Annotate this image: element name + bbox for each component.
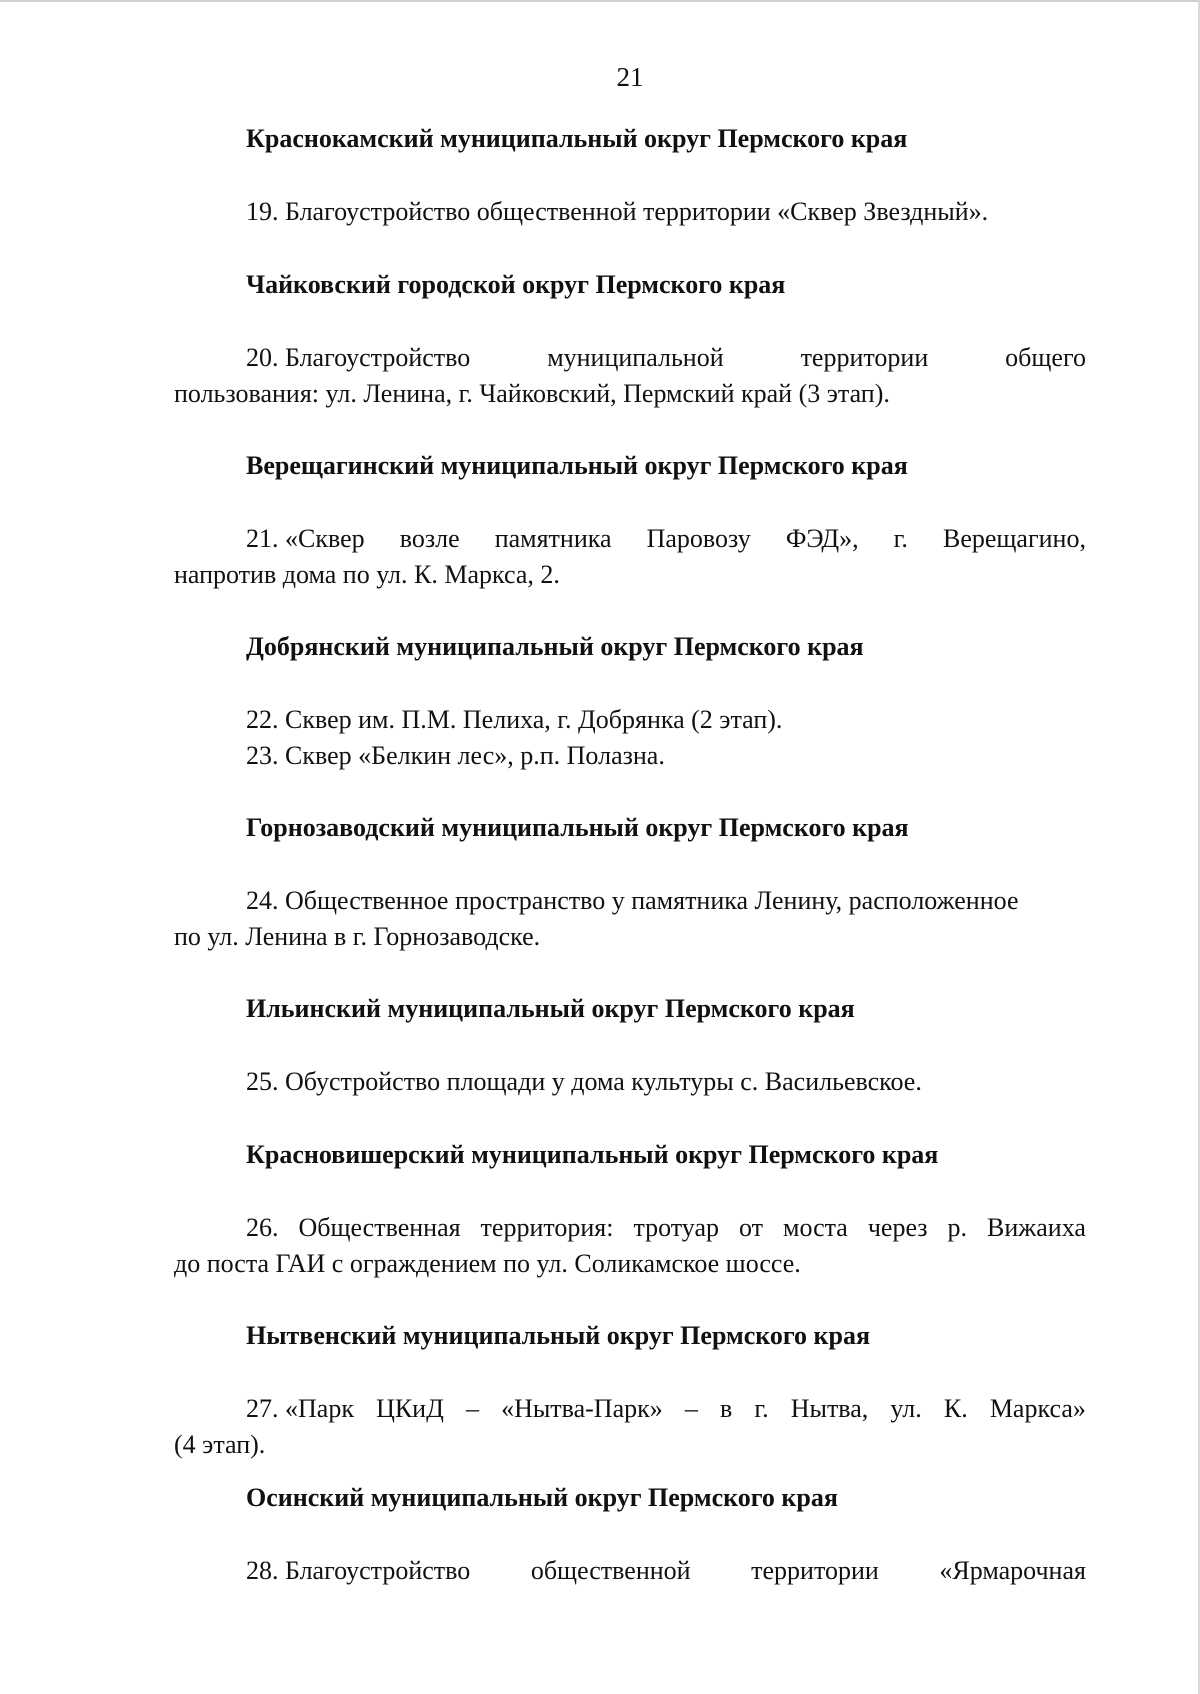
word: Верещагино, (942, 524, 1086, 553)
word: г. (893, 524, 908, 553)
word: в (719, 1394, 733, 1423)
word: территории (751, 1556, 879, 1585)
list-item-21-line-1 (246, 524, 1086, 554)
word: 26. (246, 1213, 279, 1242)
word: территории (800, 343, 929, 372)
list-item-25: 25. Обустройство площади у дома культуры с. Васильевское. (246, 1067, 922, 1096)
section-heading-gornozavodsk: Горнозаводский муниципальный округ Пермского края (246, 813, 909, 842)
list-item-26-line-1 (246, 1213, 1086, 1243)
list-item-20-line-1 (246, 343, 1086, 373)
section-heading-dobryanka: Добрянский муниципальный округ Пермского края (246, 632, 864, 661)
word: – (684, 1394, 698, 1423)
section-heading-krasnokamsk: Краснокамский муниципальный округ Пермского края (246, 124, 908, 153)
word: г. (754, 1394, 769, 1423)
word: от (738, 1213, 764, 1242)
word: Маркса» (989, 1394, 1086, 1423)
list-item-27-line-2: (4 этап). (174, 1430, 266, 1459)
word: ФЭД», (785, 524, 859, 553)
word: «Ярмарочная (939, 1556, 1086, 1585)
list-item-24-line-2: по ул. Ленина в г. Горнозаводске. (174, 922, 541, 951)
list-item-21-line-2: напротив дома по ул. К. Маркса, 2. (174, 560, 560, 589)
section-heading-vereshchagino: Верещагинский муниципальный округ Пермского края (246, 451, 908, 480)
word: 21. «Сквер (246, 524, 365, 553)
word: ул. (890, 1394, 922, 1423)
section-heading-ilinsky: Ильинский муниципальный округ Пермского края (246, 994, 855, 1023)
word: 28. Благоустройство (246, 1556, 471, 1585)
section-heading-chaikovsky: Чайковский городской округ Пермского края (246, 270, 786, 299)
section-heading-nytva: Нытвенский муниципальный округ Пермского края (246, 1321, 871, 1350)
word: возле (399, 524, 460, 553)
word: Общественная (298, 1213, 461, 1242)
word: 20. Благоустройство (246, 343, 471, 372)
list-item-24-line-1: 24. Общественное пространство у памятника Ленину, расположенное (246, 886, 1019, 915)
list-item-19: 19. Благоустройство общественной территории «Сквер Звездный». (246, 197, 989, 226)
list-item-28-line-1 (246, 1556, 1086, 1586)
list-item-22: 22. Сквер им. П.М. Пелиха, г. Добрянка (2 этап). (246, 705, 783, 734)
word: Паровозу (646, 524, 751, 553)
word: моста (782, 1213, 848, 1242)
section-heading-krasnovishersk: Красновишерский муниципальный округ Пермского края (246, 1140, 939, 1169)
word: муниципальной (547, 343, 724, 372)
word: Вижаиха (987, 1213, 1086, 1242)
word: «Нытва-Парк» (501, 1394, 663, 1423)
list-item-27-line-1 (246, 1394, 1086, 1424)
word: через (867, 1213, 928, 1242)
word: общего (1005, 343, 1086, 372)
word: 27. «Парк (246, 1394, 354, 1423)
list-item-23: 23. Сквер «Белкин лес», р.п. Полазна. (246, 741, 665, 770)
word: р. (947, 1213, 968, 1242)
list-item-26-line-2: до поста ГАИ с ограждением по ул. Соликамское шоссе. (174, 1249, 801, 1278)
word: тротуар (633, 1213, 720, 1242)
section-heading-osa: Осинский муниципальный округ Пермского края (246, 1483, 838, 1512)
word: Нытва, (790, 1394, 869, 1423)
list-item-20-line-2: пользования: ул. Ленина, г. Чайковский, Пермский край (3 этап). (174, 379, 890, 408)
word: памятника (494, 524, 612, 553)
word: общественной (530, 1556, 691, 1585)
page-number: 21 (616, 62, 644, 92)
scan-edge-top (0, 0, 1200, 2)
word: К. (943, 1394, 968, 1423)
word: – (465, 1394, 479, 1423)
word: территория: (480, 1213, 614, 1242)
word: ЦКиД (376, 1394, 444, 1423)
